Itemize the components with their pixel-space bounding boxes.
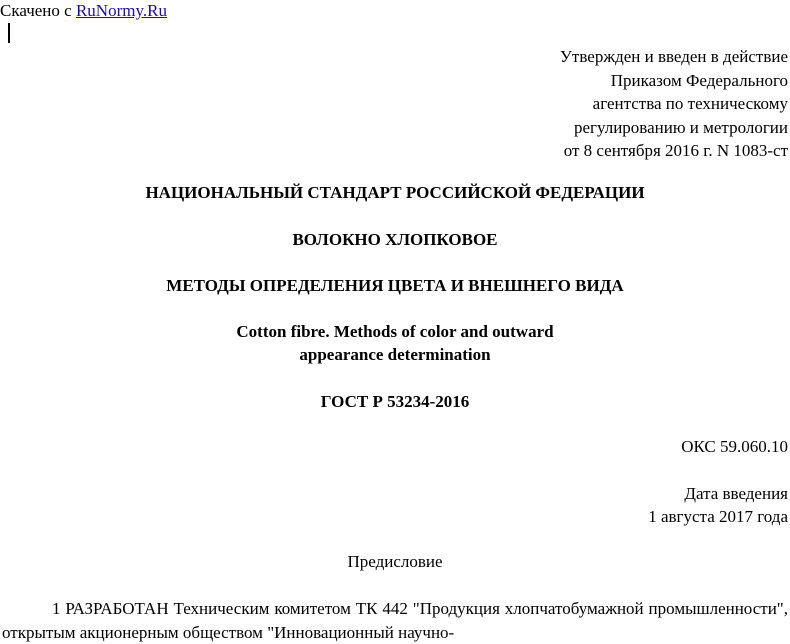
text-cursor [8, 23, 10, 43]
intro-date-label: Дата введения [684, 484, 788, 503]
approval-line: агентства по техническому [592, 94, 788, 113]
approval-line: Утвержден и введен в действие [559, 47, 788, 66]
intro-date-value: 1 августа 2017 года [648, 507, 788, 526]
standard-title: НАЦИОНАЛЬНЫЙ СТАНДАРТ РОССИЙСКОЙ ФЕДЕРАЦИИ [145, 183, 645, 202]
source-link[interactable]: RuNormy.Ru [75, 1, 167, 20]
approval-line: регулированию и метрологии [573, 117, 788, 137]
methods-title: МЕТОДЫ ОПРЕДЕЛЕНИЯ ЦВЕТА И ВНЕШНЕГО ВИДА [166, 276, 624, 295]
approval-line: Приказом Федерального [610, 70, 788, 90]
gost-number: ГОСТ Р 53234-2016 [320, 392, 470, 411]
source-line [0, 0, 167, 22]
source-prefix: Скачено с [0, 1, 76, 20]
preface-paragraph: 1 РАЗРАБОТАН Техническим комитетом ТК 442 "Продукция хлопчатобумажной промышленности", открытым акционерным обществом "Инновационный научно- [2, 599, 788, 642]
oks-code: ОКС 59.060.10 [681, 437, 788, 456]
preface-heading: Предисловие [347, 552, 443, 571]
english-title-line-2: appearance determination [299, 345, 491, 364]
approval-block [560, 45, 788, 163]
subject-title: ВОЛОКНО ХЛОПКОВОЕ [292, 230, 498, 249]
english-title-line-1: Cotton fibre. Methods of color and outward [236, 322, 554, 341]
approval-line: от 8 сентября 2016 г. N 1083-ст [563, 141, 788, 160]
